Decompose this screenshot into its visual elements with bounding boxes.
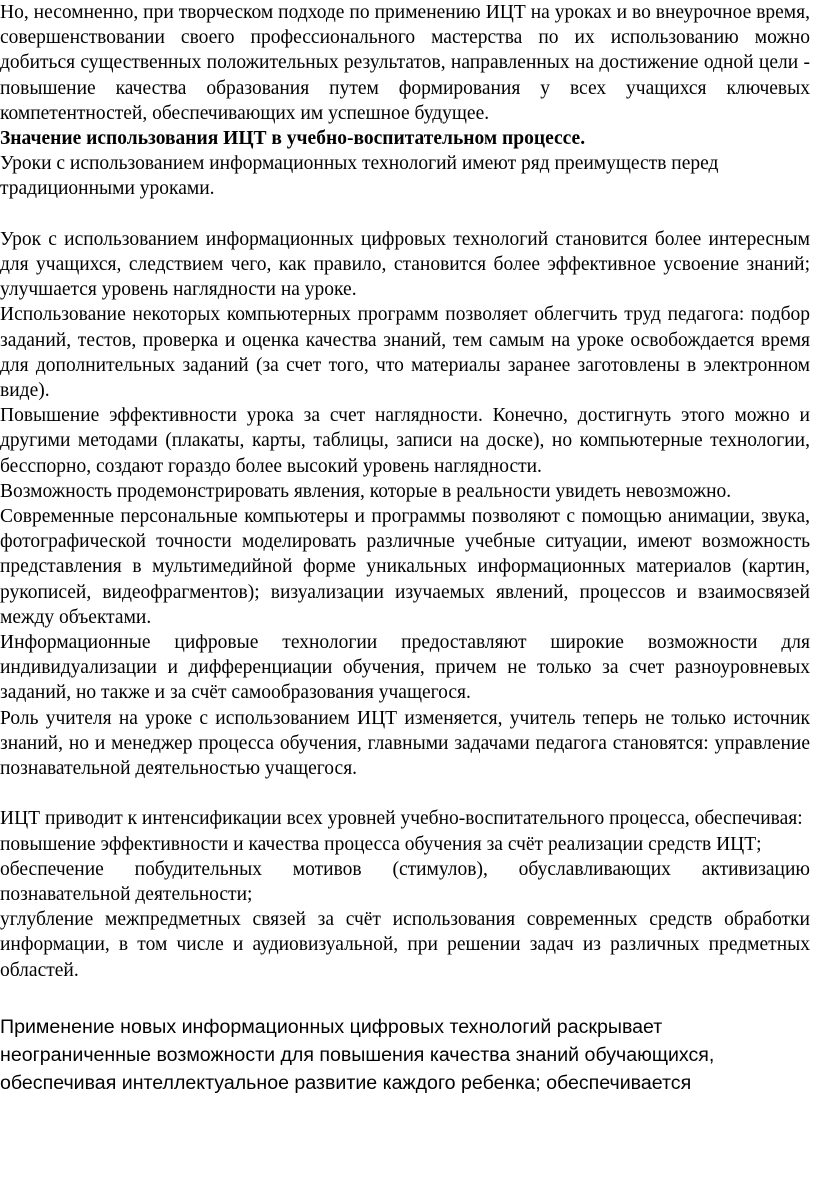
body-paragraph: Современные персональные компьютеры и программы позволяют с помощью анимации, звука, фотографической точности моделировать различные учебные ситуации, имеют возможность представления в мультимедийной форме уникальных информационных материалов (картин, рукописей, видеофрагментов); визуализации изучаемых явлений, процессов и взаимосвязей между объектами. bbox=[0, 506, 810, 628]
body-paragraph: Роль учителя на уроке с использованием ИЦТ изменяется, учитель теперь не только источник знаний, но и менеджер процесса обучения, главными задачами педагога становятся: управление познавательной деятельностью учащегося. bbox=[0, 707, 810, 780]
body-paragraph: Информационные цифровые технологии предоставляют широкие возможности для индивидуализации и дифференциации обучения, причем не только за счет разноуровневых заданий, но также и за счёт самообразования учащегося. bbox=[0, 632, 810, 704]
conclusion-paragraph: Применение новых информационных цифровых технологий раскрывает неограниченные возможности для повышения качества знаний обучающихся, обеспечивая интеллектуальное развитие каждого ребенка; обеспечивается bbox=[0, 1015, 715, 1094]
body-paragraph: Урок с использованием информационных цифровых технологий становится более интересным для учащихся, следствием чего, как правило, становится более эффективное усвоение знаний; улучшается уровень наглядности на уроке. bbox=[0, 228, 810, 301]
intro-paragraph: Но, несомненно, при творческом подходе по применению ИЦТ на уроках и во внеурочное время, совершенствовании своего профессионального мастерства по их использованию можно добиться существенных положительных результатов, направленных на достижение одной цели - повышение качества образования путем формирования у всех учащихся ключевых компетентностей, обеспечивающих им успешное будущее. bbox=[0, 2, 810, 124]
blank-line bbox=[0, 983, 810, 1013]
advantages-intro-paragraph: Уроки с использованием информационных технологий имеют ряд преимуществ перед традиционными уроками. bbox=[0, 153, 719, 200]
benefit-item: повышение эффективности и качества процесса обучения за счёт реализации средств ИЦТ; bbox=[0, 833, 762, 855]
intensification-intro-paragraph: ИЦТ приводит к интенсификации всех уровней учебно-воспитательного процесса, обеспечивая: bbox=[0, 808, 803, 830]
body-paragraph: Возможность продемонстрировать явления, которые в реальности увидеть невозможно. bbox=[0, 480, 732, 502]
section-heading: Значение использования ИЦТ в учебно-воспитательном процессе. bbox=[0, 128, 586, 150]
benefit-item: углубление межпредметных связей за счёт использования современных средств обработки информации, в том числе и аудиовизуальной, при решении задач из различных предметных областей. bbox=[0, 909, 810, 981]
body-paragraph: Повышение эффективности урока за счет наглядности. Конечно, достигнуть этого можно и другими методами (плакаты, карты, таблицы, записи на доске), но компьютерные технологии, бесспорно, создают гораздо более высокий уровень наглядности. bbox=[0, 405, 810, 477]
blank-line bbox=[0, 781, 810, 806]
blank-line bbox=[0, 202, 810, 227]
body-paragraph: Использование некоторых компьютерных программ позволяет облегчить труд педагога: подбор заданий, тестов, проверка и оценка качества знаний, тем самым на уроке освобождается время для дополнительных заданий (за счет того, что материалы заранее заготовлены в электронном виде). bbox=[0, 304, 810, 402]
benefit-item: обеспечение побудительных мотивов (стимулов), обуславливающих активизацию познавательной деятельности; bbox=[0, 858, 810, 906]
